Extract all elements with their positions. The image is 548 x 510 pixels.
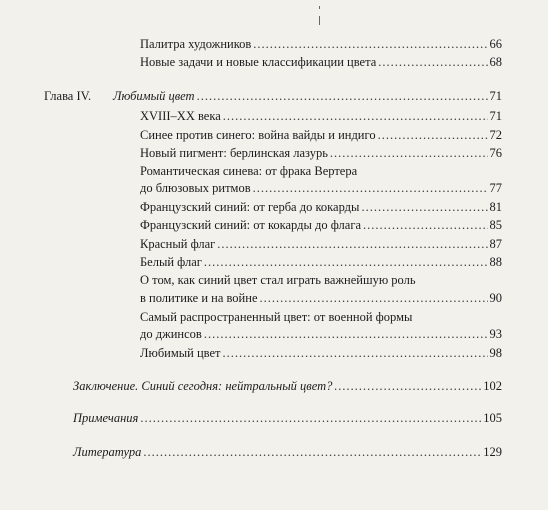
leader-dots — [204, 255, 488, 270]
toc-entry-title: Палитра художников — [140, 37, 252, 51]
toc-entry-title: Красный флаг — [140, 237, 216, 251]
toc-entry[interactable] — [140, 109, 502, 124]
toc-section-entry[interactable] — [73, 445, 502, 460]
leader-dots — [378, 128, 488, 143]
leader-dots — [223, 109, 488, 124]
toc-entry-page: 71 — [489, 89, 502, 103]
leader-dots — [260, 291, 488, 306]
toc-entry[interactable] — [140, 218, 502, 233]
leader-dots — [140, 411, 481, 426]
toc-entry-title: Литература — [73, 445, 142, 459]
toc-entry-title: Новый пигмент: берлинская лазурь — [140, 146, 328, 160]
toc-entry-page: 129 — [483, 445, 502, 459]
toc-entry-page: 90 — [489, 291, 502, 305]
toc-entry[interactable] — [140, 237, 502, 252]
toc-entry-page: 71 — [489, 109, 502, 123]
chapter-label: Глава IV. — [44, 89, 92, 103]
toc-entry-page: 77 — [489, 181, 502, 195]
leader-dots — [330, 146, 488, 161]
leader-dots — [253, 181, 488, 196]
toc-entry[interactable] — [140, 200, 502, 215]
toc-entry-title-line2: до блюзовых ритмов — [140, 181, 251, 195]
toc-entry-title: XVIII–XX века — [140, 109, 221, 123]
toc-entry-title: Заключение. Синий сегодня: нейтральный цвет? — [73, 379, 333, 393]
toc-entry-title: Французский синий: от герба до кокарды — [140, 200, 360, 214]
toc-entry-page: 72 — [489, 128, 502, 142]
leader-dots — [204, 327, 488, 342]
toc-entry-page: 105 — [483, 411, 502, 425]
toc-entry-title: Синее против синего: война вайды и индиго — [140, 128, 376, 142]
toc-section-entry[interactable] — [73, 379, 502, 394]
toc-entry-page: 102 — [483, 379, 502, 393]
toc-entry-page: 87 — [489, 237, 502, 251]
toc-entry-page: 66 — [489, 37, 502, 51]
toc-entry-title-line1: Романтическая синева: от фрака Вертера — [140, 164, 358, 178]
leader-dots — [223, 346, 488, 361]
toc-entry-page: 88 — [489, 255, 502, 269]
toc-entry[interactable] — [140, 146, 502, 161]
toc-section-entry[interactable] — [73, 411, 502, 426]
toc-entry[interactable] — [140, 128, 502, 143]
toc-entry-title: Любимый цвет — [140, 346, 221, 360]
leader-dots — [217, 237, 487, 252]
top-mark — [319, 6, 320, 9]
top-mark — [319, 16, 320, 25]
toc-entry-page: 85 — [489, 218, 502, 232]
leader-dots — [143, 445, 481, 460]
leader-dots — [361, 200, 487, 215]
toc-entry-page: 98 — [489, 346, 502, 360]
leader-dots — [197, 89, 488, 104]
toc-entry-title: Новые задачи и новые классификации цвета — [140, 55, 377, 69]
toc-entry[interactable] — [140, 346, 502, 361]
toc-entry-title-line1: Самый распространенный цвет: от военной формы — [140, 310, 413, 324]
toc-entry-title: Белый флаг — [140, 255, 202, 269]
toc-entry-title: Любимый цвет — [113, 89, 195, 103]
leader-dots — [334, 379, 481, 394]
toc-entry[interactable] — [140, 327, 502, 342]
toc-entry[interactable] — [140, 37, 502, 52]
toc-entry[interactable] — [140, 291, 502, 306]
toc-entry-title-line2: в политике и на войне — [140, 291, 258, 305]
leader-dots — [363, 218, 487, 233]
leader-dots — [253, 37, 487, 52]
leader-dots — [378, 55, 487, 70]
toc-entry-title: Примечания — [73, 411, 139, 425]
toc-entry-page: 68 — [489, 55, 502, 69]
toc-entry-title-line2: до джинсов — [140, 327, 202, 341]
toc-entry-title: Французский синий: от кокарды до флага — [140, 218, 362, 232]
toc-entry[interactable] — [140, 55, 502, 70]
toc-entry-page: 93 — [489, 327, 502, 341]
toc-chapter-entry[interactable] — [113, 89, 502, 104]
toc-entry-page: 76 — [489, 146, 502, 160]
toc-entry-page: 81 — [489, 200, 502, 214]
toc-entry[interactable] — [140, 181, 502, 196]
toc-entry[interactable] — [140, 255, 502, 270]
toc-entry-title-line1: О том, как синий цвет стал играть важнейшую роль — [140, 273, 416, 287]
